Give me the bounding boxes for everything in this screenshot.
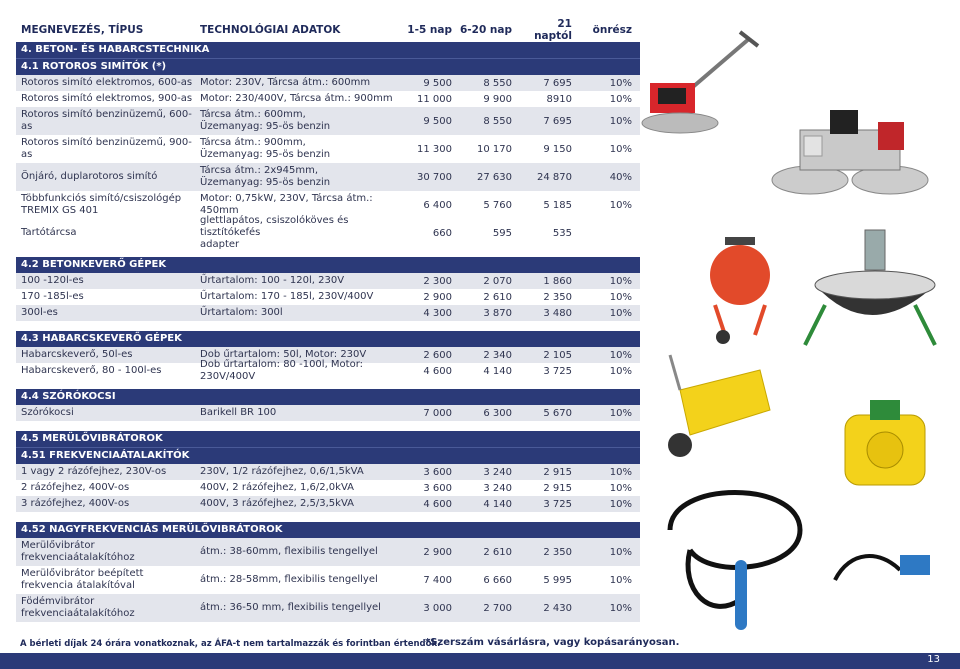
- section-band: 4.2 BETONKEVERŐ GÉPEK: [16, 257, 640, 273]
- cell-day1: 11 300: [417, 143, 452, 155]
- table-header: [16, 18, 640, 42]
- cell-self: 10%: [609, 77, 632, 89]
- cell-day3: 7 695: [543, 115, 572, 127]
- cell-day1: 4 600: [423, 498, 452, 510]
- cell-self: 10%: [609, 602, 632, 614]
- frequency-converter-image: [830, 395, 940, 505]
- cell-name: Födémvibrátor frekvenciaátalakítóhoz: [21, 596, 135, 619]
- table-row: [16, 496, 640, 512]
- cell-day3: 2 915: [543, 466, 572, 478]
- section-band: 4. BETON- ÉS HABARCSTECHNIKA: [16, 42, 640, 58]
- cell-day3: 3 725: [543, 365, 572, 377]
- cell-day2: 3 240: [483, 466, 512, 478]
- cell-day1: 30 700: [417, 171, 452, 183]
- cell-name: 100 -120l-es: [21, 275, 84, 286]
- header-day1: 1-5 nap: [407, 24, 452, 36]
- cell-day3: 24 870: [537, 171, 572, 183]
- page-number: 13: [927, 654, 940, 665]
- cell-self: 10%: [609, 466, 632, 478]
- cell-day1: 11 000: [417, 93, 452, 105]
- cell-tech: 230V, 1/2 rázófejhez, 0,6/1,5kVA: [200, 466, 364, 477]
- cell-day1: 2 300: [423, 275, 452, 287]
- cell-day1: 6 400: [423, 199, 452, 211]
- cell-self: 10%: [609, 291, 632, 303]
- table-row: [16, 163, 640, 191]
- cell-name: Merülővibrátor beépített frekvencia átalakítóval: [21, 568, 144, 591]
- table-row: [16, 289, 640, 305]
- table-row: [16, 215, 640, 250]
- table-row: [16, 566, 640, 594]
- header-self: önrész: [592, 24, 632, 36]
- cell-name: Tartótárcsa: [21, 227, 77, 238]
- cell-day1: 2 900: [423, 546, 452, 558]
- cell-tech: átm.: 36-50 mm, flexibilis tengellyel: [200, 602, 381, 613]
- price-table: [16, 18, 640, 622]
- cell-day2: 5 760: [483, 199, 512, 211]
- cell-day1: 7 400: [423, 574, 452, 586]
- cell-tech: glettlapátos, csiszolóköves és tisztítókefés adapter: [200, 215, 349, 250]
- cell-day2: 2 700: [483, 602, 512, 614]
- table-row: [16, 91, 640, 107]
- concrete-mixer-small-image: [695, 225, 785, 345]
- cell-day2: 27 630: [477, 171, 512, 183]
- cell-tech: Motor: 0,75kW, 230V, Tárcsa átm.: 450mm: [200, 193, 373, 216]
- section-band: 4.1 ROTOROS SIMÍTÓK (*): [16, 58, 640, 75]
- section-band: 4.51 FREKVENCIAÁTALAKÍTÓK: [16, 447, 640, 464]
- cell-day3: 8910: [546, 93, 572, 105]
- header-day2: 6-20 nap: [459, 24, 512, 36]
- footnote-left: A bérleti díjak 24 órára vonatkoznak, az ÁFA-t nem tartalmazzák és forintban értendők.: [20, 639, 441, 649]
- cell-day3: 2 350: [543, 291, 572, 303]
- table-row: [16, 273, 640, 289]
- cell-day3: 535: [552, 227, 572, 239]
- section-band: 4.52 NAGYFREKVENCIÁS MERÜLŐVIBRÁTOROK: [16, 522, 640, 538]
- cell-name: Merülővibrátor frekvenciaátalakítóhoz: [21, 540, 135, 563]
- cell-name: Rotoros simító elektromos, 900-as: [21, 93, 193, 104]
- cell-day2: 8 550: [483, 115, 512, 127]
- cell-tech: átm.: 38-60mm, flexibilis tengellyel: [200, 546, 378, 557]
- section-band: 4.3 HABARCSKEVERŐ GÉPEK: [16, 331, 640, 347]
- table-row: [16, 594, 640, 622]
- cell-tech: Motor: 230V, Tárcsa átm.: 600mm: [200, 77, 371, 88]
- cell-self: 10%: [609, 115, 632, 127]
- cell-tech: Motor: 230/400V, Tárcsa átm.: 900mm: [200, 93, 393, 104]
- cell-self: 10%: [609, 574, 632, 586]
- cell-name: 300l-es: [21, 307, 58, 318]
- footnote-right: *Szerszám vásárlásra, vagy kopásarányosan.: [425, 637, 680, 648]
- cell-tech: Dob űrtartalom: 80 -100l, Motor: 230V/400V: [200, 359, 364, 382]
- cell-day3: 2 350: [543, 546, 572, 558]
- header-name: MEGNEVEZÉS, TÍPUS: [21, 24, 144, 36]
- cell-day3: 5 995: [543, 574, 572, 586]
- cell-day1: 2 900: [423, 291, 452, 303]
- cell-day1: 9 500: [423, 77, 452, 89]
- cell-tech: Űrtartalom: 100 - 120l, 230V: [200, 275, 345, 286]
- cell-day2: 3 870: [483, 307, 512, 319]
- cell-name: Önjáró, duplarotoros simító: [21, 171, 158, 182]
- cell-self: 10%: [609, 407, 632, 419]
- cell-day3: 3 725: [543, 498, 572, 510]
- cell-self: 10%: [609, 199, 632, 211]
- cell-day2: 6 660: [483, 574, 512, 586]
- cell-day1: 3 600: [423, 466, 452, 478]
- cell-day1: 2 600: [423, 349, 452, 361]
- cell-name: Habarcskeverő, 50l-es: [21, 349, 133, 360]
- table-row: [16, 107, 640, 135]
- cell-tech: Űrtartalom: 170 - 185l, 230V/400V: [200, 291, 374, 302]
- cell-day2: 6 300: [483, 407, 512, 419]
- cell-day3: 7 695: [543, 77, 572, 89]
- cell-day3: 2 915: [543, 482, 572, 494]
- table-row: [16, 75, 640, 91]
- cell-day2: 3 240: [483, 482, 512, 494]
- table-row: [16, 305, 640, 321]
- cell-tech: Tárcsa átm.: 600mm, Üzemanyag: 95-ös benzin: [200, 109, 331, 132]
- cell-day1: 4 300: [423, 307, 452, 319]
- cell-self: 10%: [609, 498, 632, 510]
- cell-day3: 3 480: [543, 307, 572, 319]
- cell-day1: 4 600: [423, 365, 452, 377]
- table-row: [16, 405, 640, 421]
- cell-tech: Dob űrtartalom: 50l, Motor: 230V: [200, 349, 367, 360]
- immersion-vibrator-image: [650, 470, 830, 640]
- cell-tech: Tárcsa átm.: 900mm, Üzemanyag: 95-ös benzin: [200, 137, 331, 160]
- header-day3: 21 naptól: [534, 18, 572, 42]
- cell-self: 10%: [609, 365, 632, 377]
- cell-day2: 9 900: [483, 93, 512, 105]
- cell-day2: 10 170: [477, 143, 512, 155]
- cell-self: 10%: [609, 349, 632, 361]
- footer-bar: [0, 653, 960, 669]
- cell-day3: 1 860: [543, 275, 572, 287]
- cell-self: 10%: [609, 143, 632, 155]
- cell-tech: Tárcsa átm.: 2x945mm, Üzemanyag: 95-ös benzin: [200, 165, 331, 188]
- cell-name: Rotoros simító elektromos, 600-as: [21, 77, 193, 88]
- cell-day1: 3 600: [423, 482, 452, 494]
- cell-day3: 9 150: [543, 143, 572, 155]
- table-row: [16, 464, 640, 480]
- cell-tech: átm.: 28-58mm, flexibilis tengellyel: [200, 574, 378, 585]
- cell-name: 170 -185l-es: [21, 291, 84, 302]
- cell-name: 3 rázófejhez, 400V-os: [21, 498, 130, 509]
- cell-self: 10%: [609, 93, 632, 105]
- cell-tech: Űrtartalom: 300l: [200, 307, 283, 318]
- cell-day1: 9 500: [423, 115, 452, 127]
- cell-day1: 660: [432, 227, 452, 239]
- spreader-cart-image: [660, 350, 780, 460]
- cell-day2: 4 140: [483, 365, 512, 377]
- cell-day2: 2 070: [483, 275, 512, 287]
- cell-day2: 2 610: [483, 291, 512, 303]
- cell-name: 2 rázófejhez, 400V-os: [21, 482, 130, 493]
- cell-tech: 400V, 2 rázófejhez, 1,6/2,0kVA: [200, 482, 354, 493]
- table-row: [16, 135, 640, 163]
- cell-self: 10%: [609, 482, 632, 494]
- cell-name: Rotoros simító benzinüzemű, 600-as: [21, 109, 192, 132]
- cell-name: Habarcskeverő, 80 - 100l-es: [21, 365, 162, 376]
- cell-day2: 8 550: [483, 77, 512, 89]
- cell-name: Rotoros simító benzinüzemű, 900-as: [21, 137, 192, 160]
- cell-day2: 2 340: [483, 349, 512, 361]
- cell-self: 10%: [609, 546, 632, 558]
- cell-day1: 7 000: [423, 407, 452, 419]
- cell-day2: 4 140: [483, 498, 512, 510]
- cell-self: 10%: [609, 275, 632, 287]
- cell-tech: Barikell BR 100: [200, 407, 277, 418]
- section-band: 4.5 MERÜLŐVIBRÁTOROK: [16, 431, 640, 447]
- concrete-mixer-large-image: [795, 225, 945, 355]
- cell-name: 1 vagy 2 rázófejhez, 230V-os: [21, 466, 167, 477]
- cell-day3: 5 670: [543, 407, 572, 419]
- table-row: [16, 480, 640, 496]
- ride-on-trowel-image: [770, 100, 930, 200]
- slab-vibrator-image: [830, 540, 940, 590]
- cell-day3: 2 430: [543, 602, 572, 614]
- cell-day3: 2 105: [543, 349, 572, 361]
- table-row: [16, 359, 640, 382]
- cell-day3: 5 185: [543, 199, 572, 211]
- cell-self: 40%: [609, 171, 632, 183]
- cell-name: Szórókocsi: [21, 407, 74, 418]
- cell-tech: 400V, 3 rázófejhez, 2,5/3,5kVA: [200, 498, 354, 509]
- table-row: [16, 538, 640, 566]
- header-tech: TECHNOLÓGIAI ADATOK: [200, 24, 341, 36]
- section-band: 4.4 SZÓRÓKOCSI: [16, 389, 640, 405]
- cell-name: Többfunkciós simító/csiszológép TREMIX GS 401: [21, 193, 182, 216]
- cell-day2: 2 610: [483, 546, 512, 558]
- power-trowel-image: [640, 28, 760, 138]
- cell-self: 10%: [609, 307, 632, 319]
- cell-day2: 595: [492, 227, 512, 239]
- cell-day1: 3 000: [423, 602, 452, 614]
